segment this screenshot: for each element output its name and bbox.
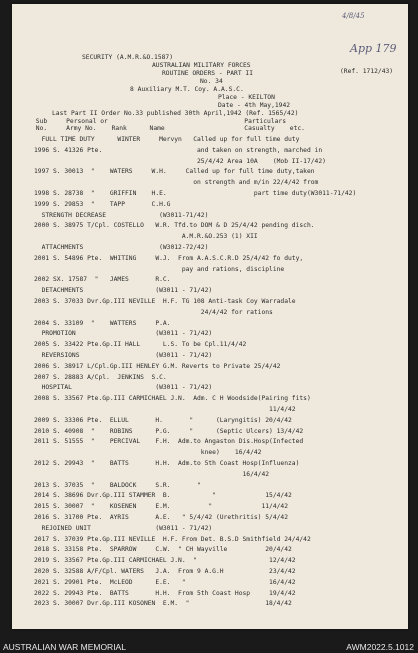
- order-number: No. 34: [200, 78, 223, 85]
- order-line: STRENGTH DECREASE (W3011-71/42): [34, 211, 209, 219]
- order-line: FULL TIME DUTY WINTER Mervyn Called up for full time duty: [34, 136, 300, 143]
- order-line: PROMOTION (W3011 - 71/42): [34, 330, 213, 338]
- date: Date - 4th May,1942: [218, 102, 291, 109]
- order-line: 2017 S. 37039 Pte.Gp.III NEVILLE H.F. From Det. B.S.D Smithfield 24/4/42: [34, 535, 311, 543]
- routine-title: ROUTINE ORDERS - PART II: [162, 70, 253, 77]
- order-line: 2014 S. 38696 Dvr.Gp.III STAMMER B. " 15/4/42: [34, 492, 292, 500]
- order-line: 2004 S. 33109 " WATTERS P.A.: [34, 319, 171, 327]
- order-line: 2006 S. 38917 L/Cpl.Gp.III HENLEY G.M. Reverts to Private 25/4/42: [34, 362, 281, 370]
- order-line: 1996 S. 41326 Pte. and taken on strength, marched in: [34, 146, 323, 154]
- order-line: 1998 S. 28738 " GRIFFIN H.E. part time duty(W3011-71/42): [34, 190, 357, 197]
- order-line: 2020 S. 32588 A/F/Cpl. WATERS J.A. From 9 A.G.H 23/4/42: [34, 568, 296, 575]
- order-line: 1999 S. 29853 " TAPP C.H.G: [34, 200, 171, 208]
- order-line: pay and rations, discipline: [34, 265, 285, 273]
- order-line: 2001 S. 54896 Pte. WHITING W.J. From A.A.S.C.R.D 25/4/42 fo duty,: [34, 254, 304, 262]
- order-line: 2021 S. 29901 Pte. McLEOD E.E. " 16/4/42: [34, 578, 296, 586]
- place: Place - KEILTON: [218, 94, 275, 101]
- order-line: 11/4/42: [34, 406, 296, 413]
- order-line: 2009 S. 33306 Pte. ELLUL H. " (Laryngitis) 20/4/42: [34, 416, 292, 424]
- order-line: 16/4/42: [34, 470, 270, 478]
- order-line: 2011 S. 51555 " PERCIVAL F.H. Adm.to Angaston Dis.Hosp(Infected: [34, 438, 304, 446]
- column-header-2: No. Army No. Rank Name Casualty etc.: [32, 125, 305, 132]
- footer-id: AWM2022.5.1012: [346, 642, 414, 652]
- order-line: 2013 S. 37035 " BALDOCK S.R. ": [34, 481, 201, 489]
- order-line: 2016 S. 31700 Pte. AYRIS A.E. " 5/4/42 (Urethritis) 5/4/42: [34, 514, 289, 521]
- order-line: 2005 S. 33422 Pte.Gp.II HALL L.S. To be Cpl.11/4/42: [34, 341, 247, 349]
- order-line: 2023 S. 30007 Dvr.Gp.III KOSONEN E.M. " 18/4/42: [34, 600, 292, 608]
- footer-bar: [0, 640, 418, 653]
- order-line: 2010 S. 40908 " ROBINS P.G. " (Septic Ulcers) 13/4/42: [34, 427, 304, 435]
- order-line: REVERSIONS (W3011 - 71/42): [34, 352, 213, 359]
- column-header-1: Sub Personal or Particulars: [32, 118, 287, 125]
- order-line: 2015 S. 30007 " KOSENEN E.M. " 11/4/42: [34, 503, 289, 511]
- unit-name: 8 Auxiliary M.T. Coy. A.A.S.C.: [130, 86, 244, 93]
- order-line: knee) 16/4/42: [34, 449, 262, 457]
- order-line: 24/4/42 for rations: [34, 308, 273, 316]
- document-page: [12, 4, 408, 629]
- order-line: 2000 S. 38975 T/Cpl. COSTELLO W.R. Tfd.to DOM & D 25/4/42 pending disch.: [34, 222, 315, 230]
- handwritten-note: 4/8/45: [342, 12, 365, 20]
- order-line: 2002 SX. 17587 " JAMES R.C.: [34, 276, 171, 284]
- order-line: ATTACHMENTS (W3012-72/42): [34, 244, 209, 251]
- order-line: 2003 S. 37033 Dvr.Gp.III NEVILLE H.F. TG 108 Anti-task Coy Warradale: [34, 298, 296, 305]
- order-line: 2022 S. 29943 Pte. BATTS H.H. From 5th Coast Hosp 19/4/42: [34, 589, 296, 597]
- force-title: AUSTRALIAN MILITARY FORCES: [152, 62, 251, 69]
- reference: (Ref. 1712/43): [340, 68, 394, 75]
- order-line: A.M.R.&O.253 (1) XII: [34, 233, 258, 241]
- order-line: REJOINED UNIT (W3011 - 71/42): [34, 524, 213, 532]
- order-line: 2019 S. 33567 Pte.Gp.III CARMICHAEL J.N. " 12/4/42: [34, 557, 296, 565]
- order-line: 2018 S. 33158 Pte. SPARROW C.W. " CH Wayville 20/4/42: [34, 546, 292, 554]
- last-order: Last Part II Order No.33 published 30th April,1942 (Ref. 1565/42): [52, 110, 299, 117]
- order-line: 2012 S. 29943 " BATTS H.H. Adm.to 5th Coast Hosp(Influenza): [34, 460, 300, 467]
- order-line: 25/4/42 Area 10A (Mob II-17/42): [34, 157, 326, 165]
- handwritten-page-ref: App 179: [350, 42, 397, 55]
- order-line: on strength and m/in 22/4/42 from: [34, 179, 319, 187]
- order-line: HOSPITAL (W3011 - 71/42): [34, 384, 213, 392]
- footer-source: AUSTRALIAN WAR MEMORIAL: [3, 642, 126, 652]
- order-line: 1997 S. 30013 " WATERS W.H. Called up for full time duty,taken: [34, 168, 315, 176]
- order-line: 2008 S. 33567 Pte.Gp.III CARMICHAEL J.N. Adm. C H Woodside(Pairing fits): [34, 395, 311, 403]
- security-line: SECURITY (A.M.R.&O.1587): [82, 54, 173, 61]
- order-line: DETACHMENTS (W3011 - 71/42): [34, 287, 213, 295]
- order-line: 2007 S. 28883 A/Cpl. JENKINS S.C.: [34, 373, 167, 381]
